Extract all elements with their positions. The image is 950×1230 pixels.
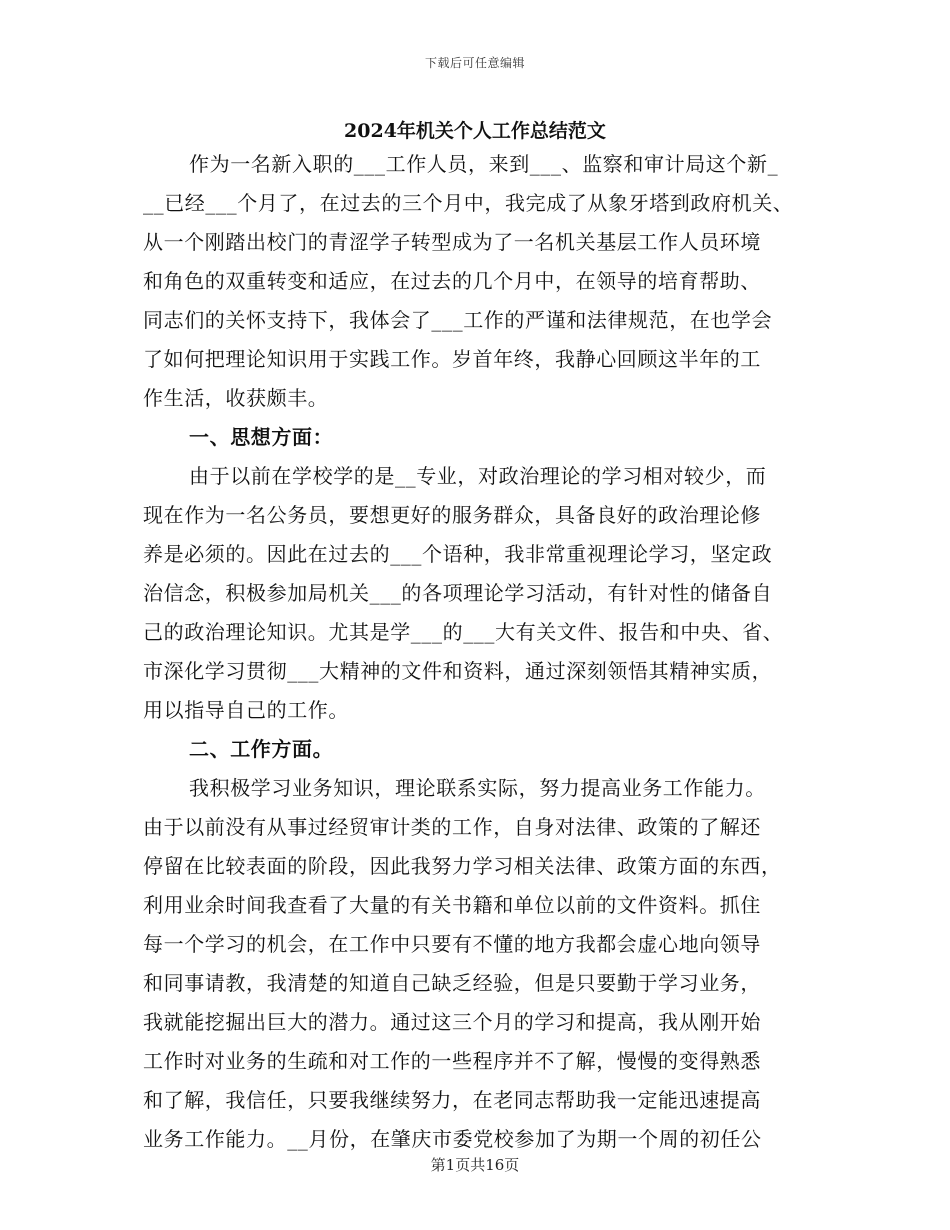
- paragraph-line: 和同事请教，我清楚的知道自己缺乏经验，但是只要勤于学习业务，: [143, 971, 761, 995]
- paragraph-line: __已经___个月了，在过去的三个月中，我完成了从象牙塔到政府机关、: [143, 191, 794, 215]
- paragraph-line: 作生活，收获颇丰。: [143, 386, 329, 410]
- paragraph-line: 由于以前没有从事过经贸审计类的工作，自身对法律、政策的了解还: [143, 815, 761, 839]
- paragraph-line: 每一个学习的机会，在工作中只要有不懂的地方我都会虚心地向领导: [143, 932, 761, 956]
- paragraph-line: 利用业余时间我查看了大量的有关书籍和单位以前的文件资料。抓住: [143, 893, 761, 917]
- paragraph-line: 现在作为一名公务员，要想更好的服务群众，具备良好的政治理论修: [143, 503, 761, 527]
- page-number: 第1页共16页: [430, 1156, 520, 1174]
- paragraph-line: 我积极学习业务知识，理论联系实际，努力提高业务工作能力。: [189, 776, 766, 800]
- paragraph-line: 己的政治理论知识。尤其是学___的___大有关文件、报告和中央、省、: [143, 620, 784, 644]
- section-heading-thought: 一、思想方面：: [189, 425, 334, 449]
- section-heading-work: 二、工作方面。: [189, 737, 334, 761]
- paragraph-line: 和了解，我信任，只要我继续努力，在老同志帮助我一定能迅速提高: [143, 1088, 761, 1112]
- paragraph-line: 了如何把理论知识用于实践工作。岁首年终，我静心回顾这半年的工: [143, 347, 761, 371]
- document-title: 2024年机关个人工作总结范文: [344, 120, 606, 142]
- document-body: [143, 145, 823, 1159]
- paragraph-line: 由于以前在学校学的是__专业，对政治理论的学习相对较少，而: [189, 464, 767, 488]
- paragraph-line: 治信念，积极参加局机关___的各项理论学习活动，有针对性的储备自: [143, 581, 773, 605]
- paragraph-line: 养是必须的。因此在过去的___个语种，我非常重视理论学习，坚定政: [143, 542, 773, 566]
- paragraph-line: 业务工作能力。__月份，在肇庆市委党校参加了为期一个周的初任公: [143, 1127, 762, 1151]
- paragraph-line: 市深化学习贯彻___大精神的文件和资料，通过深刻领悟其精神实质，: [143, 659, 773, 683]
- download-edit-note: 下载后可任意编辑: [424, 56, 525, 70]
- paragraph-line: 作为一名新入职的___工作人员，来到___、监察和审计局这个新_: [189, 152, 779, 176]
- paragraph-line: 停留在比较表面的阶段，因此我努力学习相关法律、政策方面的东西，: [143, 854, 782, 878]
- paragraph-line: 我就能挖掘出巨大的潜力。通过这三个月的学习和提高，我从刚开始: [143, 1010, 761, 1034]
- paragraph-line: 从一个刚踏出校门的青涩学子转型成为了一名机关基层工作人员环境: [143, 230, 761, 254]
- paragraph-line: 同志们的关怀支持下，我体会了___工作的严谨和法律规范，在也学会: [143, 308, 773, 332]
- paragraph-line: 用以指导自己的工作。: [143, 698, 349, 722]
- paragraph-line: 工作时对业务的生疏和对工作的一些程序并不了解，慢慢的变得熟悉: [143, 1049, 761, 1073]
- paragraph-line: 和角色的双重转变和适应，在过去的几个月中，在领导的培育帮助、: [143, 269, 761, 293]
